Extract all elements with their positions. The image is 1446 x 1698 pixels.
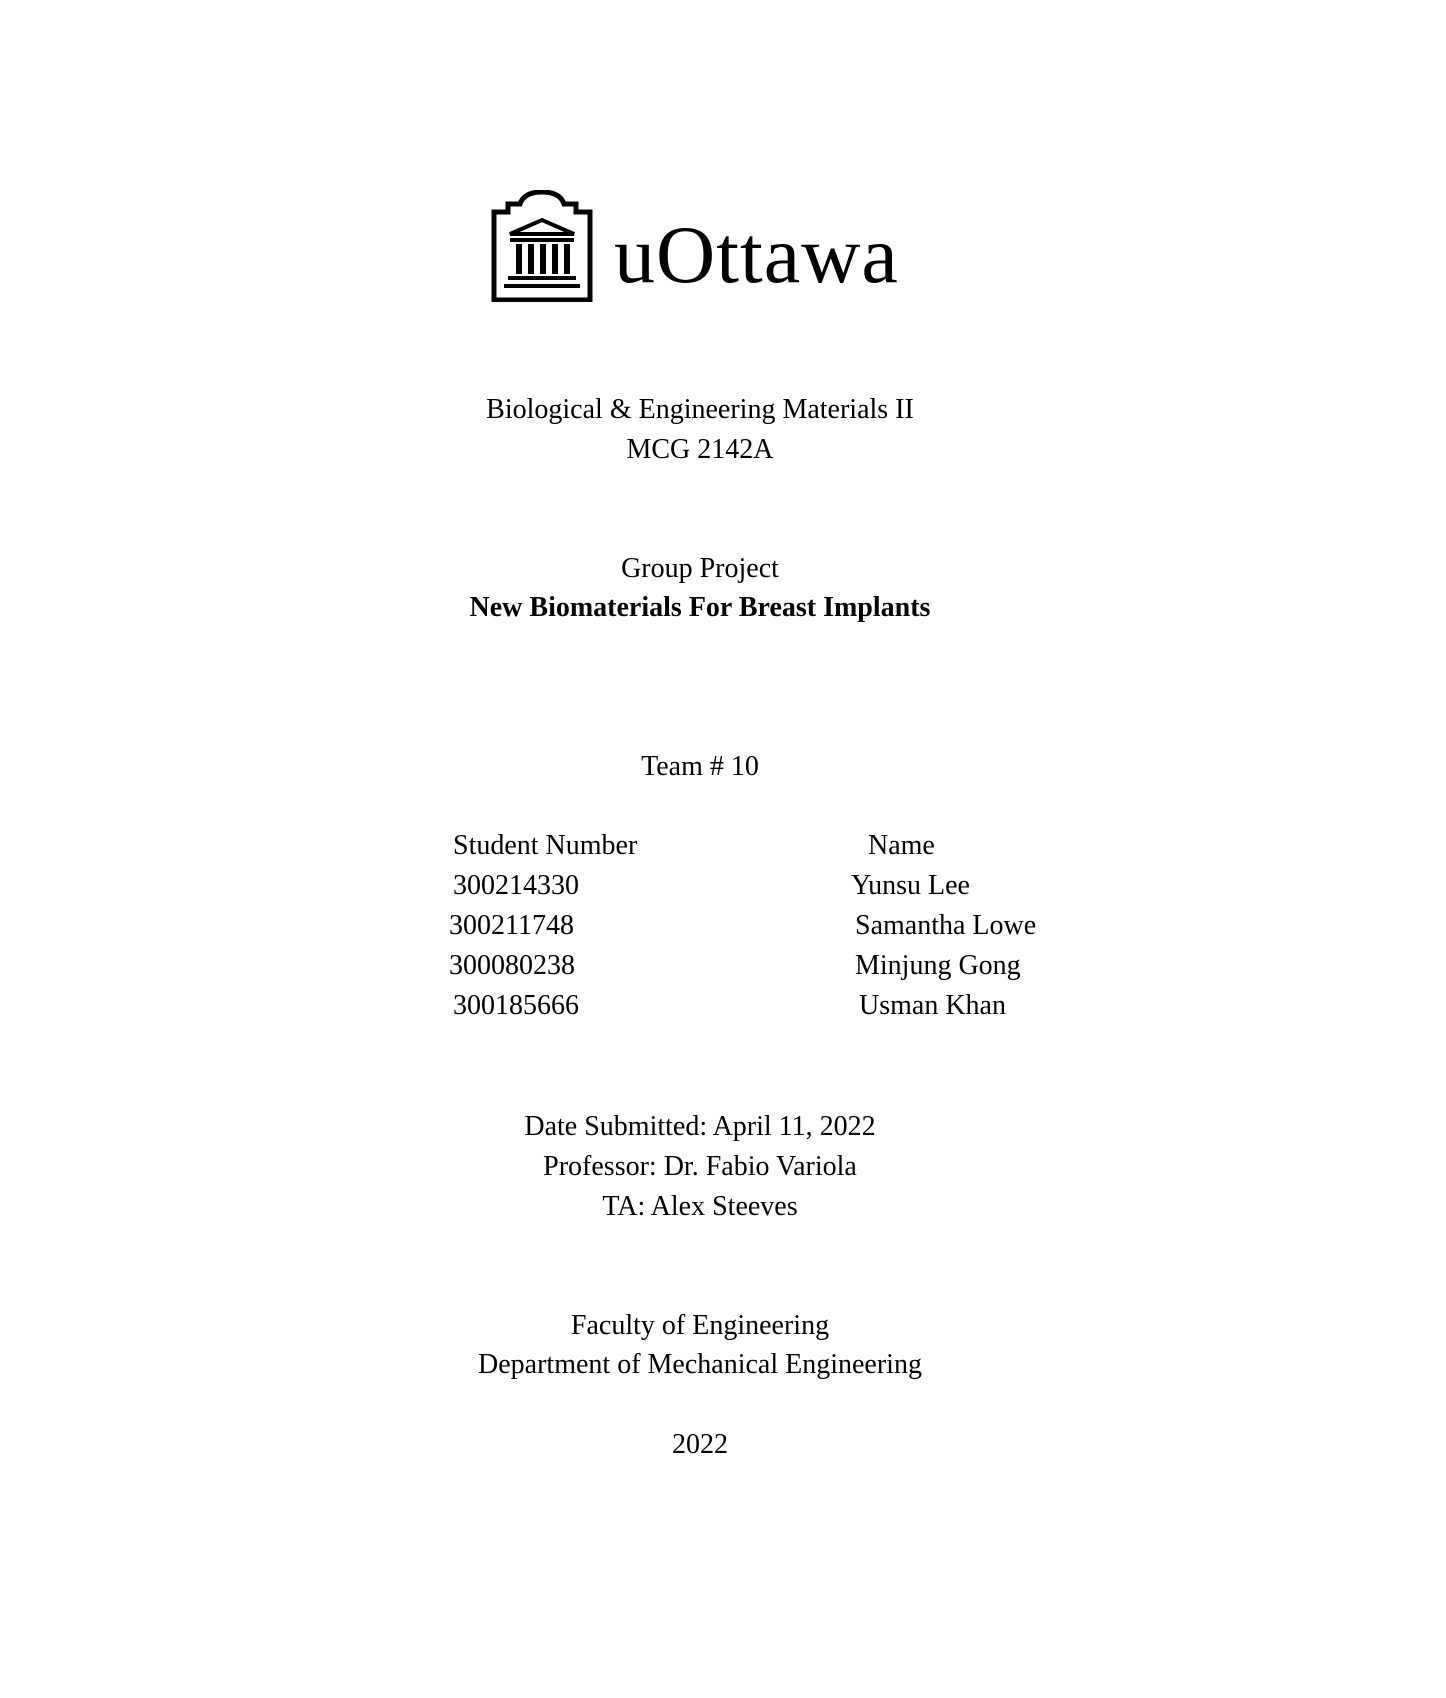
student-number-header: Student Number [453, 830, 638, 861]
faculty: Faculty of Engineering [570, 1310, 830, 1341]
student-name: Minjung Gong [855, 950, 1021, 981]
department: Department of Mechanical Engineering [478, 1349, 922, 1380]
year: 2022 [672, 1429, 728, 1460]
university-building-icon [490, 190, 594, 302]
date-submitted: Date Submitted: April 11, 2022 [524, 1111, 876, 1142]
student-name: Samantha Lowe [855, 910, 1037, 941]
project-title: New Biomaterials For Breast Implants [469, 592, 931, 623]
name-header: Name [868, 830, 935, 861]
uottawa-logo [490, 190, 910, 306]
teaching-assistant: TA: Alex Steeves [602, 1191, 798, 1222]
team-label: Team # 10 [641, 751, 759, 782]
course-code: MCG 2142A [626, 434, 774, 465]
student-number: 300214330 [453, 870, 579, 901]
course-name: Biological & Engineering Materials II [486, 394, 914, 425]
project-type: Group Project [621, 553, 779, 584]
logo-wordmark: uOttawa [614, 209, 899, 300]
student-number: 300080238 [449, 950, 575, 981]
professor: Professor: Dr. Fabio Variola [543, 1151, 857, 1182]
student-name: Usman Khan [859, 990, 1006, 1021]
student-number: 300211748 [449, 910, 574, 941]
student-name: Yunsu Lee [851, 870, 970, 901]
student-number: 300185666 [453, 990, 579, 1021]
